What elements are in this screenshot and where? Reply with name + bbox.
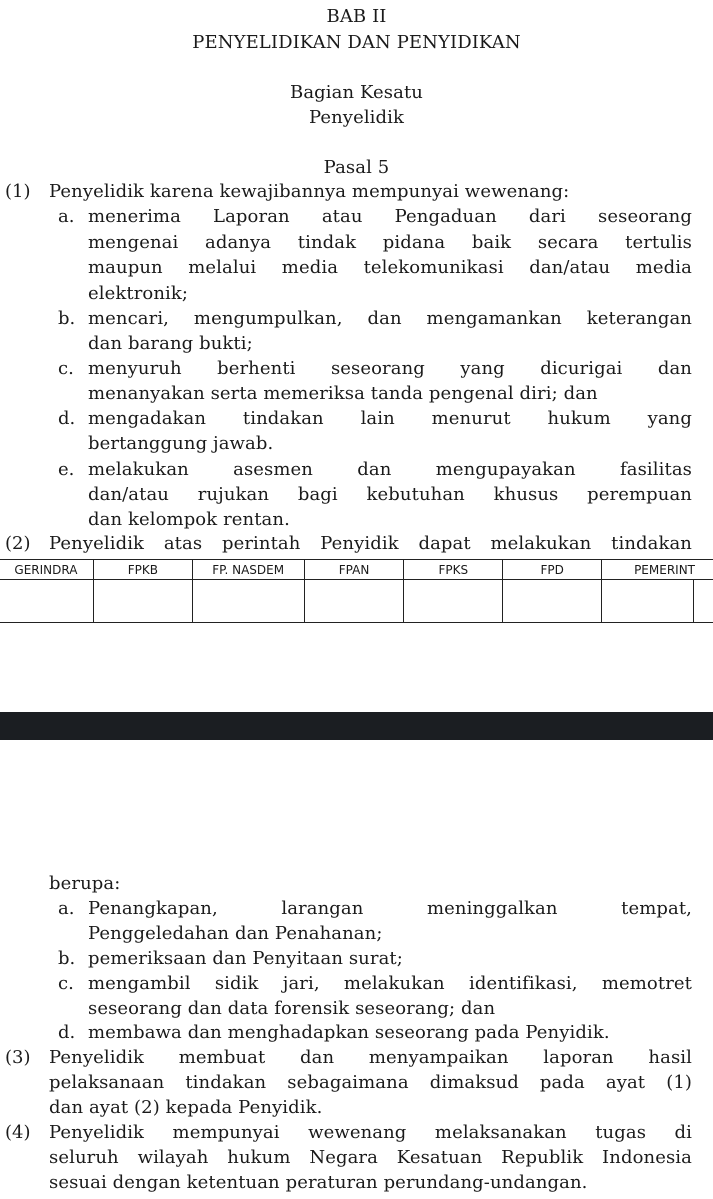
paragraph-line: seluruh wilayah hukum Negara Kesatuan Republik Indonesia [49, 1147, 692, 1168]
item-letter: c. [58, 358, 74, 379]
item-line: membawa dan menghadapkan seseorang pada Penyidik. [88, 1022, 610, 1043]
item-letter: a. [58, 898, 75, 919]
item-line: menyuruh berhenti seseorang yang dicurigai dan [88, 358, 692, 379]
paragraph-line: sesuai dengan ketentuan peraturan perundang-undangan. [49, 1172, 588, 1193]
faction-cell [192, 580, 304, 623]
article-number: Pasal 5 [323, 157, 390, 178]
faction-cell [304, 580, 404, 623]
faction-header-cell: GERINDRA [0, 560, 93, 580]
paragraph-number: (4) [5, 1122, 31, 1143]
paragraph-text: Penyelidik atas perintah Penyidik dapat melakukan tindakan [49, 533, 692, 554]
item-letter: b. [58, 948, 76, 969]
faction-header-cell: FPKS [404, 560, 503, 580]
faction-cell [503, 580, 602, 623]
faction-header-cell: FPD [503, 560, 602, 580]
item-letter: a. [58, 206, 75, 227]
paragraph-line: dan ayat (2) kepada Penyidik. [49, 1097, 323, 1118]
faction-cell [404, 580, 503, 623]
item-letter: c. [58, 973, 74, 994]
paragraph-number: (1) [5, 181, 31, 202]
paragraph-line: Penyelidik membuat dan menyampaikan laporan hasil [49, 1047, 692, 1068]
page-separator-bar [0, 712, 713, 740]
item-line: menanyakan serta memeriksa tanda pengenal diri; dan [88, 383, 598, 404]
faction-header-cell: PEMERINT [602, 560, 713, 580]
item-line: melakukan asesmen dan mengupayakan fasilitas [88, 459, 692, 480]
item-line: pemeriksaan dan Penyitaan surat; [88, 948, 403, 969]
faction-header-cell: FPKB [93, 560, 192, 580]
item-line: menerima Laporan atau Pengaduan dari seseorang [88, 206, 692, 227]
item-line: dan barang bukti; [88, 333, 253, 354]
faction-header-row [0, 560, 713, 580]
item-line: mencari, mengumpulkan, dan mengamankan keterangan [88, 308, 692, 329]
item-letter: e. [58, 459, 75, 480]
item-line: seseorang dan data forensik seseorang; dan [88, 998, 496, 1019]
item-line: bertanggung jawab. [88, 433, 274, 454]
paragraph-continuation: berupa: [49, 873, 121, 894]
item-letter: d. [58, 1022, 76, 1043]
item-line: mengadakan tindakan lain menurut hukum yang [88, 408, 692, 429]
faction-header-cell: FPAN [304, 560, 404, 580]
item-line: mengenai adanya tindak pidana baik secara tertulis [88, 232, 692, 253]
faction-header-cell: FP. NASDEM [192, 560, 304, 580]
item-line: dan kelompok rentan. [88, 509, 290, 530]
item-line: maupun melalui media telekomunikasi dan/atau media [88, 257, 692, 278]
item-letter: b. [58, 308, 76, 329]
paragraph-number: (2) [5, 533, 31, 554]
item-line: dan/atau rujukan bagi kebutuhan khusus perempuan [88, 484, 692, 505]
item-line: Penggeledahan dan Penahanan; [88, 923, 383, 944]
faction-cell [602, 580, 694, 623]
faction-cell [0, 580, 93, 623]
chapter-number: BAB II [326, 6, 387, 27]
paragraph-line: Penyelidik mempunyai wewenang melaksanakan tugas di [49, 1122, 692, 1143]
item-line: Penangkapan, larangan meninggalkan tempat, [88, 898, 692, 919]
item-line: mengambil sidik jari, melakukan identifikasi, memotret [88, 973, 692, 994]
faction-cell [93, 580, 192, 623]
faction-cell [693, 580, 713, 623]
faction-blank-row [0, 580, 713, 623]
section-title: Penyelidik [308, 107, 405, 128]
item-line: elektronik; [88, 283, 189, 304]
paragraph-line: pelaksanaan tindakan sebagaimana dimaksud pada ayat (1) [49, 1072, 692, 1093]
paragraph-number: (3) [5, 1047, 31, 1068]
faction-table [0, 559, 713, 623]
item-letter: d. [58, 408, 76, 429]
chapter-title: PENYELIDIKAN DAN PENYIDIKAN [192, 32, 521, 53]
paragraph-text: Penyelidik karena kewajibannya mempunyai wewenang: [49, 181, 570, 202]
section-number: Bagian Kesatu [290, 82, 423, 103]
